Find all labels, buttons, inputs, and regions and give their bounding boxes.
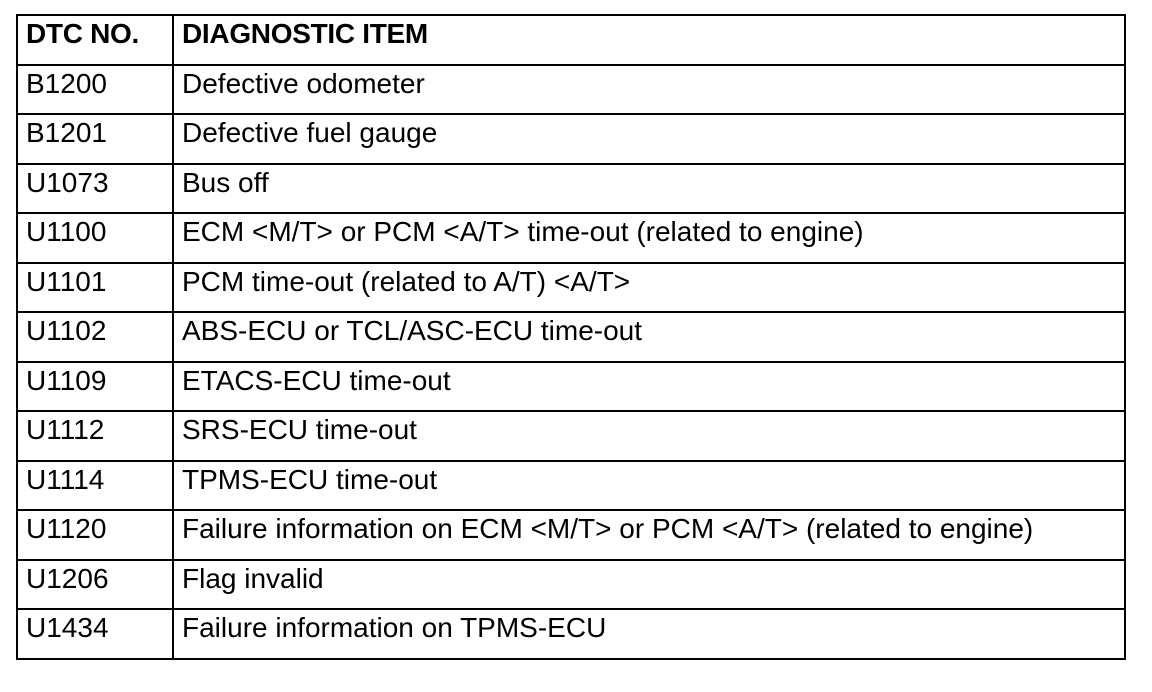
header-row [17, 15, 1125, 65]
header-diagnostic-item: DIAGNOSTIC ITEM [173, 15, 1125, 65]
diagnostic-item-cell: ETACS-ECU time-out [173, 362, 1125, 412]
table-row [17, 164, 1125, 214]
dtc-code-cell: U1101 [17, 263, 173, 313]
dtc-code-cell: B1201 [17, 114, 173, 164]
dtc-code-cell: U1206 [17, 560, 173, 610]
dtc-code-cell: U1102 [17, 312, 173, 362]
table-row [17, 411, 1125, 461]
dtc-code-cell: U1109 [17, 362, 173, 412]
table-row [17, 461, 1125, 511]
table-row [17, 312, 1125, 362]
diagnostic-item-cell: ABS-ECU or TCL/ASC-ECU time-out [173, 312, 1125, 362]
diagnostic-item-cell: SRS-ECU time-out [173, 411, 1125, 461]
table-row [17, 609, 1125, 659]
dtc-code-cell: U1120 [17, 510, 173, 560]
diagnostic-item-cell: Failure information on ECM <M/T> or PCM <A/T> (related to engine) [173, 510, 1125, 560]
diagnostic-item-cell: ECM <M/T> or PCM <A/T> time-out (related to engine) [173, 213, 1125, 263]
table-row [17, 65, 1125, 115]
header-dtc-no: DTC NO. [17, 15, 173, 65]
dtc-code-cell: U1073 [17, 164, 173, 214]
table-row [17, 114, 1125, 164]
dtc-table [16, 14, 1126, 660]
table-header [17, 15, 1125, 65]
table-row [17, 213, 1125, 263]
diagnostic-item-cell: Defective fuel gauge [173, 114, 1125, 164]
table-row [17, 263, 1125, 313]
diagnostic-item-cell: Defective odometer [173, 65, 1125, 115]
table-row [17, 560, 1125, 610]
diagnostic-item-cell: TPMS-ECU time-out [173, 461, 1125, 511]
table-row [17, 510, 1125, 560]
table-row [17, 362, 1125, 412]
dtc-code-cell: U1114 [17, 461, 173, 511]
dtc-code-cell: U1434 [17, 609, 173, 659]
dtc-code-cell: B1200 [17, 65, 173, 115]
dtc-code-cell: U1112 [17, 411, 173, 461]
table-body [17, 65, 1125, 659]
dtc-code-cell: U1100 [17, 213, 173, 263]
diagnostic-item-cell: PCM time-out (related to A/T) <A/T> [173, 263, 1125, 313]
diagnostic-item-cell: Bus off [173, 164, 1125, 214]
diagnostic-item-cell: Failure information on TPMS-ECU [173, 609, 1125, 659]
diagnostic-item-cell: Flag invalid [173, 560, 1125, 610]
